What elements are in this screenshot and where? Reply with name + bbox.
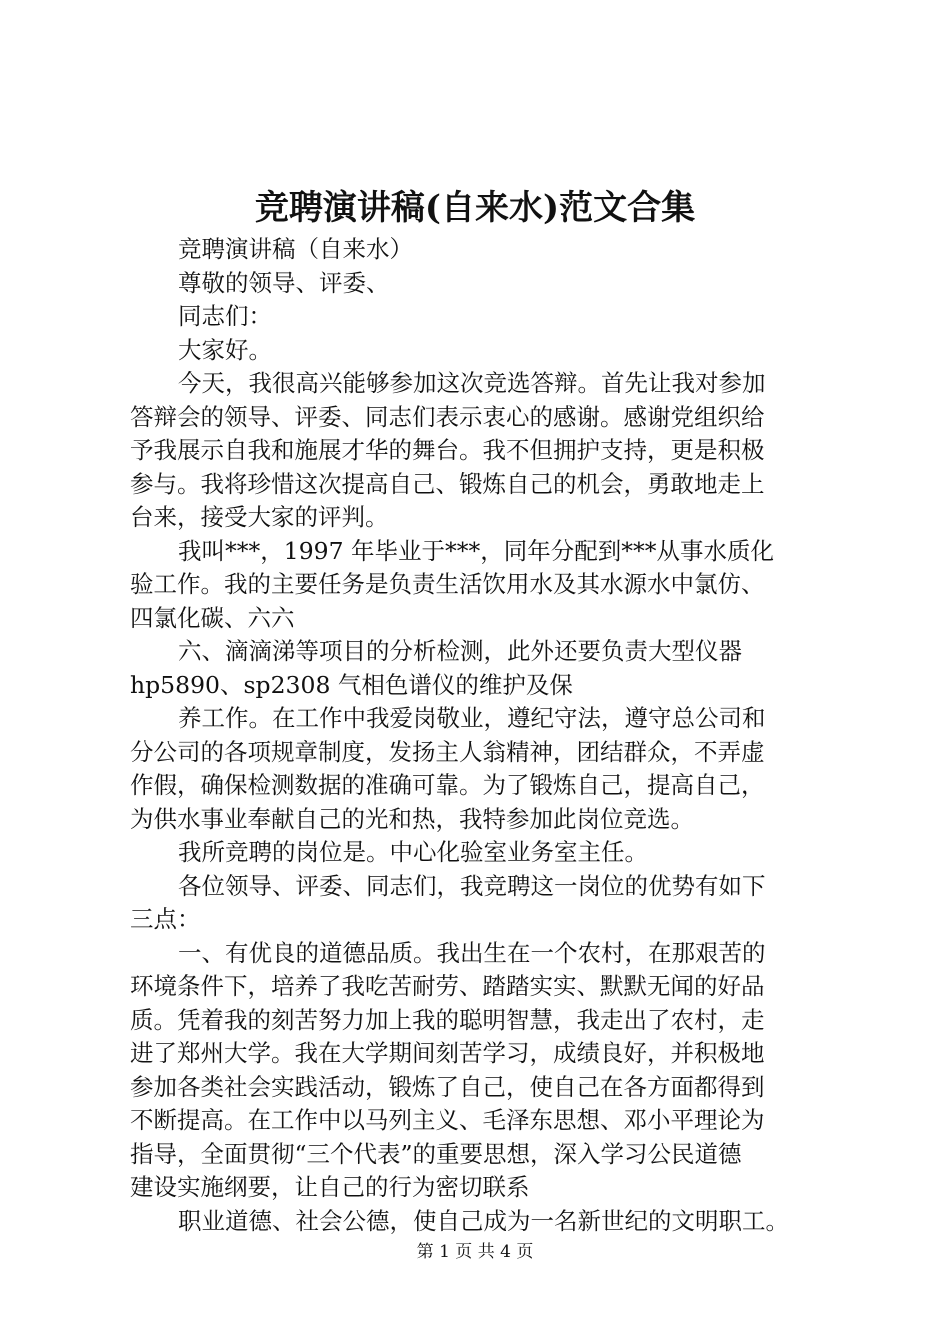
paragraph bbox=[130, 233, 850, 267]
text-line: 进了郑州大学。我在大学期间刻苦学习，成绩良好，并积极地 bbox=[130, 1039, 765, 1067]
paragraph bbox=[130, 267, 850, 301]
text-line: 六、滴滴涕等项目的分析检测，此外还要负责大型仪器 bbox=[178, 637, 742, 665]
paragraph bbox=[130, 367, 850, 535]
text-line: 作假，确保检测数据的准确可靠。为了锻炼自己，提高自己， bbox=[130, 771, 765, 799]
text-line: 建设实施纲要，让自己的行为密切联系 bbox=[130, 1173, 530, 1201]
paragraph bbox=[130, 535, 850, 636]
text-line: 予我展示自我和施展才华的舞台。我不但拥护支持，更是积极 bbox=[130, 436, 765, 464]
text-line: 职业道德、社会公德，使自己成为一名新世纪的文明职工。 bbox=[178, 1206, 789, 1235]
text-line: 四氯化碳、六六 bbox=[130, 603, 295, 632]
text-line: 参加各类社会实践活动，锻炼了自己，使自己在各方面都得到 bbox=[130, 1072, 765, 1101]
page-indicator: 第 1 页 共 4 页 bbox=[416, 1242, 534, 1262]
paragraph bbox=[130, 836, 850, 870]
text-line: 竞聘演讲稿（自来水） bbox=[178, 235, 413, 263]
paragraph bbox=[130, 1205, 850, 1239]
paragraph bbox=[130, 334, 850, 368]
paragraph bbox=[130, 702, 850, 836]
document-body bbox=[130, 233, 850, 1238]
text-line: 环境条件下，培养了我吃苦耐劳、踏踏实实、默默无闻的好品 bbox=[130, 972, 765, 1000]
paragraph bbox=[130, 937, 850, 1205]
text-line: 为供水事业奉献自己的光和热，我特参加此岗位竞选。 bbox=[130, 804, 694, 833]
text-line: 参与。我将珍惜这次提高自己、锻炼自己的机会，勇敢地走上 bbox=[130, 469, 765, 498]
text-line: 我叫***，1997 年毕业于***，同年分配到***从事水质化 bbox=[178, 536, 775, 565]
text-line: 三点： bbox=[130, 905, 201, 933]
text-line: 我所竞聘的岗位是。中心化验室业务室主任。 bbox=[178, 838, 648, 866]
text-line: 分公司的各项规章制度，发扬主人翁精神，团结群众，不弄虚 bbox=[130, 737, 765, 766]
paragraph bbox=[130, 300, 850, 334]
text-line: 指导，全面贯彻“三个代表”的重要思想，深入学习公民道德 bbox=[130, 1139, 742, 1168]
text-line: 答辩会的领导、评委、同志们表示衷心的感谢。感谢党组织给 bbox=[130, 402, 765, 431]
text-line: hp5890、sp2308 气相色谱仪的维护及保 bbox=[130, 670, 573, 699]
text-line: 今天，我很高兴能够参加这次竞选答辩。首先让我对参加 bbox=[178, 369, 766, 397]
paragraph bbox=[130, 635, 850, 702]
text-line: 验工作。我的主要任务是负责生活饮用水及其水源水中氯仿、 bbox=[130, 570, 765, 598]
text-line: 不断提高。在工作中以马列主义、毛泽东思想、邓小平理论为 bbox=[130, 1106, 765, 1134]
text-line: 养工作。在工作中我爱岗敬业，遵纪守法，遵守总公司和 bbox=[178, 704, 766, 732]
text-line: 质。凭着我的刻苦努力加上我的聪明智慧，我走出了农村，走 bbox=[130, 1005, 765, 1034]
text-line: 同志们： bbox=[178, 302, 272, 330]
text-line: 大家好。 bbox=[178, 335, 272, 364]
document-title: 竞聘演讲稿(自来水)范文合集 bbox=[254, 188, 696, 228]
text-line: 一、有优良的道德品质。我出生在一个农村，在那艰苦的 bbox=[178, 938, 766, 967]
text-line: 尊敬的领导、评委、 bbox=[178, 268, 390, 297]
text-line: 台来，接受大家的评判。 bbox=[130, 503, 389, 531]
text-line: 各位领导、评委、同志们，我竞聘这一岗位的优势有如下 bbox=[178, 871, 766, 900]
paragraph bbox=[130, 870, 850, 937]
